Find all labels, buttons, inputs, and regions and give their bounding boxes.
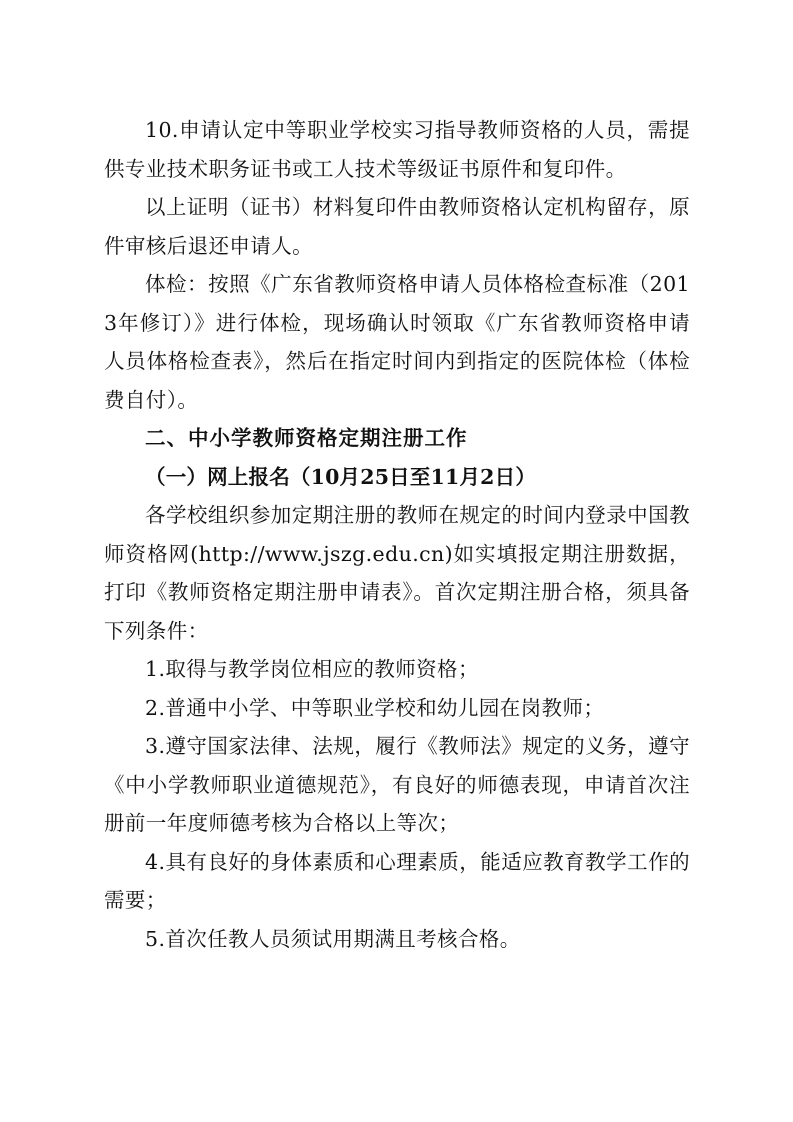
condition-item-1: 1.取得与教学岗位相应的教师资格； — [145, 657, 479, 681]
paragraph-item-10: 10.申请认定中等职业学校实习指导教师资格的人员，需提供专业技术职务证书或工人技术等级证书原件和复印件。 — [104, 118, 690, 181]
paragraph-registration-intro: 各学校组织参加定期注册的教师在规定的时间内登录中国教师资格网(http://www.jszg.edu.cn)如实填报定期注册数据，打印《教师资格定期注册申请表》。首次定期注册合格，须具备下列条件： — [104, 503, 690, 643]
document-body — [104, 111, 690, 958]
paragraph-copies-note: 以上证明（证书）材料复印件由教师资格认定机构留存，原件审核后退还申请人。 — [104, 195, 690, 258]
subsection-heading-online-registration: （一）网上报名（10月25日至11月2日） — [145, 464, 537, 489]
condition-item-3: 3.遵守国家法律、法规，履行《教师法》规定的义务，遵守《中小学教师职业道德规范》，有良好的师德表现，申请首次注册前一年度师德考核为合格以上等次； — [104, 734, 690, 835]
condition-item-4: 4.具有良好的身体素质和心理素质，能适应教育教学工作的需要； — [104, 849, 690, 912]
condition-item-5: 5.首次任教人员须试用期满且考核合格。 — [145, 926, 521, 951]
condition-item-2: 2.普通中小学、中等职业学校和幼儿园在岗教师； — [145, 695, 605, 720]
section-heading-registration: 二、中小学教师资格定期注册工作 — [145, 426, 468, 450]
paragraph-physical-exam: 体检：按照《广东省教师资格申请人员体格检查标准（2013年修订）》进行体检，现场确认时领取《广东省教师资格申请人员体格检查表》，然后在指定时间内到指定的医院体检（体检费自付）。 — [104, 272, 690, 412]
